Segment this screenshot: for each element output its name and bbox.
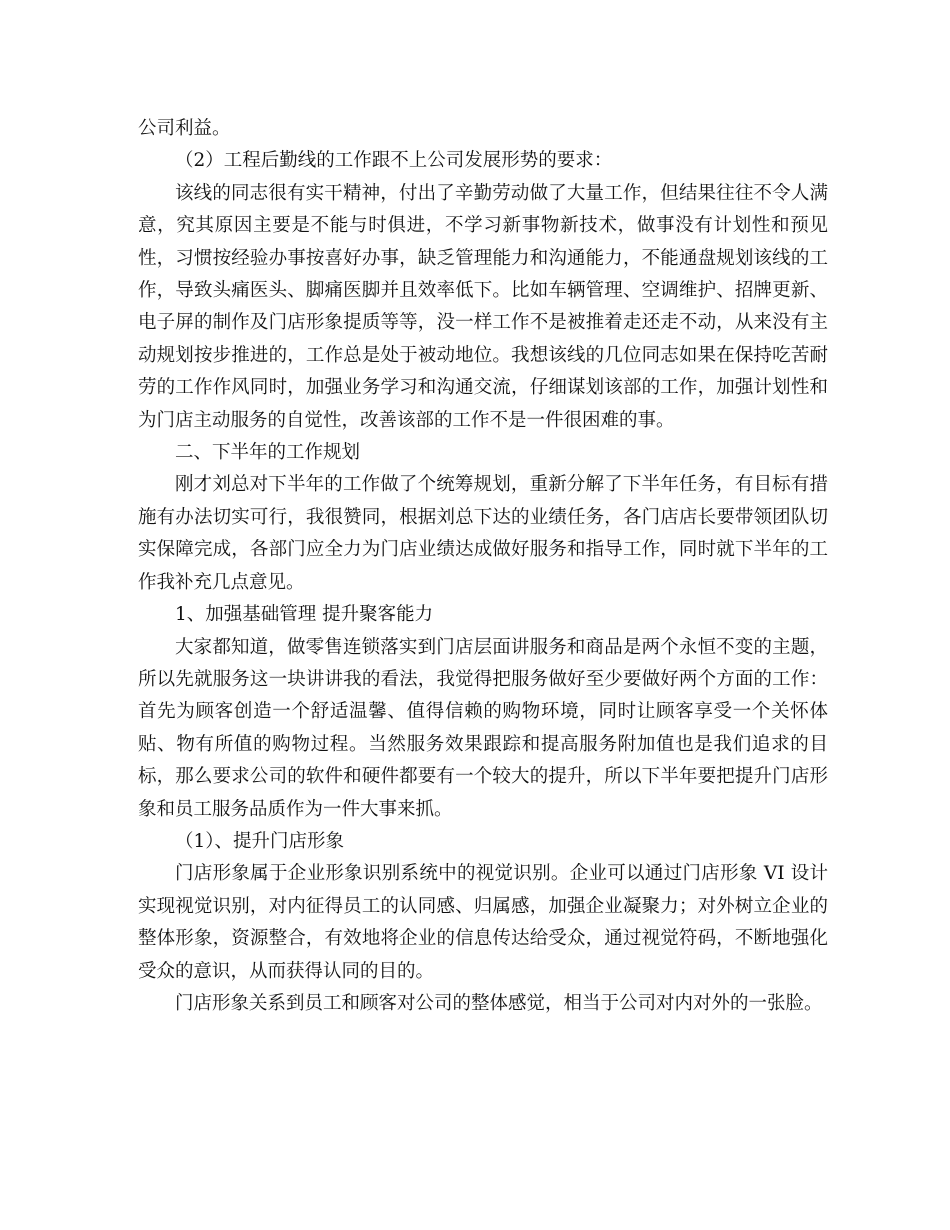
paragraph-engineering-logistics: 该线的同志很有实干精神，付出了辛勤劳动做了大量工作，但结果往往不令人满意，究其原因主要是不能与时俱进，不学习新事物新技术，做事没有计划性和预见性，习惯按经验办事按喜好办事，缺乏管理能力和沟通能力，不能通盘规划该线的工作，导致头痛医头、脚痛医脚并且效率低下。比如车辆管理、空调维护、招牌更新、电子屏的制作及门店形象提质等等，没一样工作不是被推着走还走不动，从来没有主动规划按步推进的，工作总是处于被动地位。我想该线的几位同志如果在保持吃苦耐劳的工作作风同时，加强业务学习和沟通交流，仔细谋划该部的工作，加强计划性和为门店主动服务的自觉性，改善该部的工作不是一件很困难的事。 [138, 182, 828, 431]
paragraph-store-image-face: 门店形象关系到员工和顾客对公司的整体感觉，相当于公司对内对外的一张脸。 [175, 992, 823, 1014]
subheading-basic-management: 1、加强基础管理 提升聚客能力 [175, 604, 434, 626]
paragraph-basic-management: 大家都知道，做零售连锁落实到门店层面讲服务和商品是两个永恒不变的主题，所以先就服务这一块讲讲我的看法，我觉得把服务做好至少要做好两个方面的工作：首先为顾客创造一个舒适温馨、值得信赖的购物环境，同时让顾客享受一个关怀体贴、物有所值的购物过程。当然服务效果跟踪和提高服务附加值也是我们追求的目标，那么要求公司的软件和硬件都要有一个较大的提升，所以下半年要把提升门店形象和员工服务品质作为一件大事来抓。 [138, 636, 828, 820]
document-body [138, 113, 828, 1020]
paragraph-company-interest: 公司利益。 [138, 118, 231, 139]
subheading-store-image: （1）、提升门店形象 [175, 830, 345, 852]
paragraph-second-half-plan: 刚才刘总对下半年的工作做了个统筹规划，重新分解了下半年任务，有目标有措施有办法切实可行，我很赞同，根据刘总下达的业绩任务，各门店店长要带领团队切实保障完成，各部门应全力为门店业绩达成做好服务和指导工作，同时就下半年的工作我补充几点意见。 [138, 474, 828, 593]
heading-second-half-plan: 二、下半年的工作规划 [175, 442, 361, 464]
paragraph-store-image-vi: 门店形象属于企业形象识别系统中的视觉识别。企业可以通过门店形象 VI 设计实现视觉识别，对内征得员工的认同感、归属感，加强企业凝聚力；对外树立企业的整体形象，资源整合，有效地将企业的信息传达给受众，通过视觉符码，不断地强化受众的意识，从而获得认同的目的。 [138, 863, 828, 982]
subheading-engineering-logistics: （2）工程后勤线的工作跟不上公司发展形势的要求： [175, 150, 613, 172]
